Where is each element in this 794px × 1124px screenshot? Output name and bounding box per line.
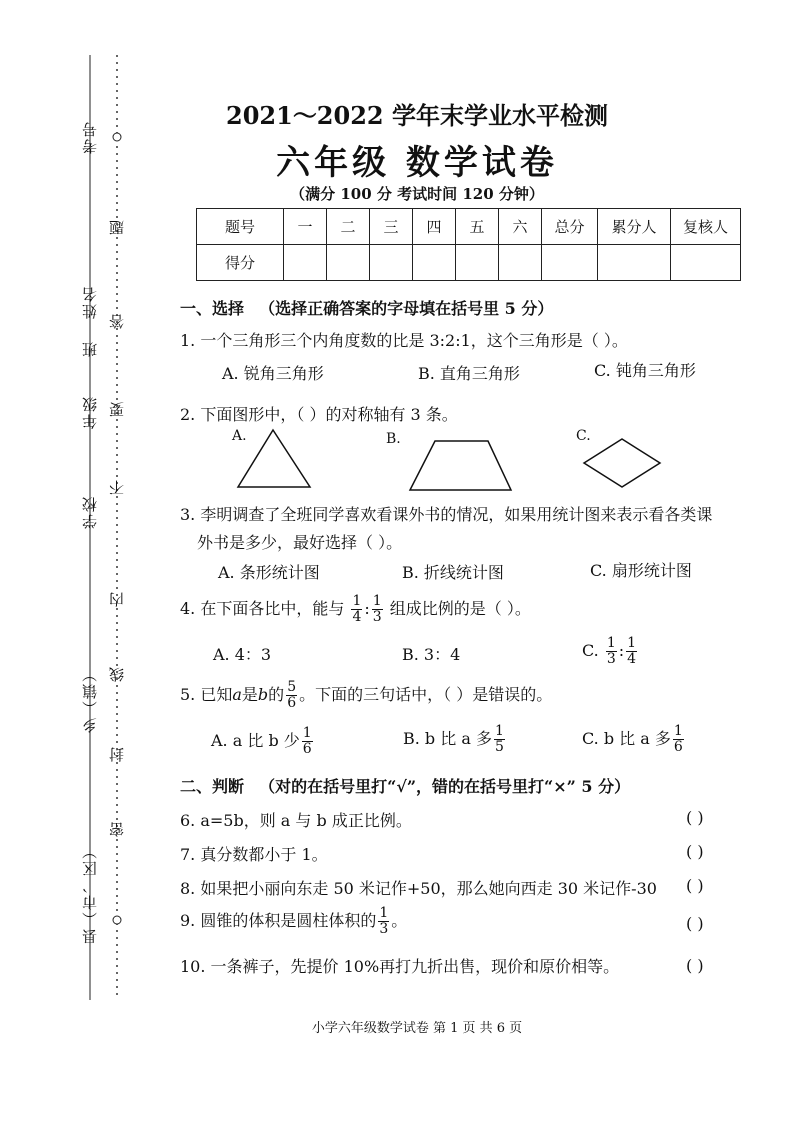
q5-var-b: b <box>257 685 269 704</box>
section1-title: 一、选择 <box>180 299 245 318</box>
score-cell[interactable] <box>542 245 598 281</box>
q3-option-b[interactable]: B. 折线统计图 <box>402 563 504 582</box>
question-5 <box>180 680 552 711</box>
cell-part-4: 四 <box>413 209 456 245</box>
q2-option-c[interactable]: C. <box>576 428 591 444</box>
q1-option-b[interactable]: B. 直角三角形 <box>418 364 520 383</box>
q5-frac-numerator: 5 <box>287 679 297 695</box>
q5-text-d: 。下面的三句话中，（ ）是错误的。 <box>299 685 553 704</box>
q4-c-fraction-2 <box>626 636 637 667</box>
q5-c-fraction <box>673 724 684 755</box>
field-county: 县（市、区） <box>81 842 99 944</box>
seal-char-yao: 要 <box>108 400 126 417</box>
q4-frac1-numerator: 1 <box>352 593 362 609</box>
equilateral-triangle-shape <box>238 430 310 487</box>
field-school: 学校 <box>81 495 99 529</box>
q5-option-b-text: B. b 比 a 多 <box>403 729 492 748</box>
cell-part-3: 三 <box>370 209 413 245</box>
q4-fraction-2 <box>372 594 383 625</box>
q9-frac-numerator: 1 <box>379 905 389 921</box>
exam-info: （满分 100 分 考试时间 120 分钟） <box>290 185 544 203</box>
q4-c-frac2-numerator: 1 <box>627 635 637 651</box>
score-table <box>196 208 741 281</box>
q5-option-a-text: A. a 比 b 少 <box>211 731 300 750</box>
cell-reviewer: 复核人 <box>671 209 741 245</box>
q3-option-c[interactable]: C. 扇形统计图 <box>590 561 692 580</box>
field-grade: 年级 <box>81 395 99 429</box>
q4-frac2-numerator: 1 <box>372 593 382 609</box>
section2-instruction: （对的在括号里打“√”，错的在括号里打“×” 5 分） <box>259 777 631 796</box>
score-cell[interactable] <box>370 245 413 281</box>
q5-c-frac-numerator: 1 <box>673 723 683 739</box>
question-2: 2. 下面图形中，（ ）的对称轴有 3 条。 <box>180 405 458 424</box>
q5-a-fraction <box>302 726 313 757</box>
q4-frac2-denominator: 3 <box>372 609 382 625</box>
seal-char-feng: 封 <box>108 745 126 762</box>
score-cell[interactable] <box>413 245 456 281</box>
q4-text-start: 4. 在下面各比中，能与 <box>180 599 345 618</box>
seal-char-xian: 线 <box>108 665 126 682</box>
q3-option-a[interactable]: A. 条形统计图 <box>218 563 320 582</box>
q1-option-c[interactable]: C. 钝角三角形 <box>594 361 696 380</box>
section2-heading <box>180 774 630 797</box>
cell-score-label: 得分 <box>197 245 284 281</box>
q5-option-c-text: C. b 比 a 多 <box>582 729 671 748</box>
q4-c-frac1-numerator: 1 <box>606 635 616 651</box>
cell-part-6: 六 <box>499 209 542 245</box>
q5-a-frac-denominator: 6 <box>302 741 312 757</box>
isosceles-trapezoid-shape <box>410 441 511 490</box>
q10-answer-paren[interactable]: ( ) <box>686 956 704 975</box>
question-6: 6. a=5b，则 a 与 b 成正比例。 <box>180 811 412 830</box>
q4-option-a[interactable]: A. 4：3 <box>213 645 272 664</box>
score-cell[interactable] <box>456 245 499 281</box>
q5-option-c[interactable] <box>582 724 686 755</box>
cell-part-1: 一 <box>284 209 327 245</box>
q9-text: 9. 圆锥的体积是圆柱体积的 <box>180 911 377 930</box>
q2-figures <box>220 425 760 495</box>
q5-var-a: a <box>232 685 242 704</box>
seal-char-mi: 密 <box>108 820 126 837</box>
question-1: 1. 一个三角形三个内角度数的比是 3:2:1，这个三角形是（ ）。 <box>180 331 628 350</box>
field-name: 姓名 <box>81 285 99 319</box>
question-8: 8. 如果把小丽向东走 50 米记作+50，那么她向西走 30 米记作-30 <box>180 879 657 898</box>
q5-text-c: 的 <box>268 685 285 704</box>
q9-fraction <box>378 906 389 937</box>
q5-b-frac-numerator: 1 <box>494 723 504 739</box>
q5-frac-denominator: 6 <box>287 695 297 711</box>
rhombus-shape <box>584 439 660 487</box>
q9-answer-paren[interactable]: ( ) <box>686 914 704 933</box>
score-cell[interactable] <box>327 245 370 281</box>
q5-text-a: 5. 已知 <box>180 685 233 704</box>
score-cell[interactable] <box>499 245 542 281</box>
cell-tallier: 累分人 <box>598 209 671 245</box>
q9-frac-denominator: 3 <box>379 921 389 937</box>
field-exam-number: 考号 <box>81 120 99 154</box>
q4-fraction-1 <box>351 594 362 625</box>
question-3-line2: 外书是多少，最好选择（ ）。 <box>197 533 403 552</box>
q4-option-c-label: C. <box>582 641 599 660</box>
q5-a-frac-numerator: 1 <box>302 725 312 741</box>
score-table-header-row <box>197 209 741 245</box>
q2-option-a[interactable]: A. <box>232 428 247 444</box>
score-cell[interactable] <box>671 245 741 281</box>
score-cell[interactable] <box>284 245 327 281</box>
seal-char-bu: 不 <box>108 478 126 495</box>
q5-option-a[interactable] <box>211 726 315 757</box>
q5-b-frac-denominator: 5 <box>494 739 504 755</box>
q4-text-end: 组成比例的是（ ）。 <box>389 599 531 618</box>
score-table-score-row <box>197 245 741 281</box>
q5-fraction <box>286 680 297 711</box>
page-footer: 小学六年级数学试卷 第 1 页 共 6 页 <box>311 1021 523 1036</box>
q4-c-fraction-1 <box>606 636 617 667</box>
seal-char-ti: 题 <box>108 218 126 235</box>
q5-b-fraction <box>494 724 505 755</box>
q4-option-c[interactable]: C. $\frac{1}{3}$ : $\frac{1}{4}$ <box>582 635 637 667</box>
question-4: 4. 在下面各比中，能与 $\frac{1}{4}$ : $\frac{1}{3}$ 组成比例的是（ ）。 <box>180 593 531 625</box>
q9-end: 。 <box>391 911 408 930</box>
cell-total: 总分 <box>542 209 598 245</box>
field-class: 班 <box>81 340 99 357</box>
section1-heading <box>180 296 553 319</box>
q7-answer-paren[interactable]: ( ) <box>686 842 704 861</box>
seal-char-nei: 内 <box>108 590 126 607</box>
binding-hole-bottom <box>113 916 121 924</box>
question-3-line1: 3. 李明调查了全班同学喜欢看课外书的情况，如果用统计图来表示看各类课 <box>180 505 713 524</box>
q4-option-b[interactable]: B. 3：4 <box>402 645 461 664</box>
q5-text-b: 是 <box>241 685 258 704</box>
score-cell[interactable] <box>598 245 671 281</box>
question-9 <box>180 906 407 937</box>
field-town: 乡（镇） <box>81 665 99 733</box>
cell-part-5: 五 <box>456 209 499 245</box>
question-10: 10. 一条裤子，先提价 10%再打九折出售，现价和原价相等。 <box>180 957 620 976</box>
q8-answer-paren[interactable]: ( ) <box>686 876 704 895</box>
q4-frac1-denominator: 4 <box>352 609 362 625</box>
subject-title: 六年级 数学试卷 <box>276 143 558 183</box>
q1-option-a[interactable]: A. 锐角三角形 <box>222 364 324 383</box>
section1-instruction: （选择正确答案的字母填在括号里 5 分） <box>259 299 554 318</box>
q2-option-b[interactable]: B. <box>386 431 401 447</box>
q4-c-frac2-denominator: 4 <box>627 651 637 667</box>
year-title: 2021～2022 学年末学业水平检测 <box>226 101 608 130</box>
cell-question-number: 题号 <box>197 209 284 245</box>
seal-char-da: 答 <box>108 312 126 329</box>
question-7: 7. 真分数都小于 1。 <box>180 845 328 864</box>
q6-answer-paren[interactable]: ( ) <box>686 808 704 827</box>
q4-c-frac1-denominator: 3 <box>606 651 616 667</box>
q5-option-b[interactable] <box>403 724 507 755</box>
cell-part-2: 二 <box>327 209 370 245</box>
q5-c-frac-denominator: 6 <box>673 739 683 755</box>
section2-title: 二、判断 <box>180 777 245 796</box>
